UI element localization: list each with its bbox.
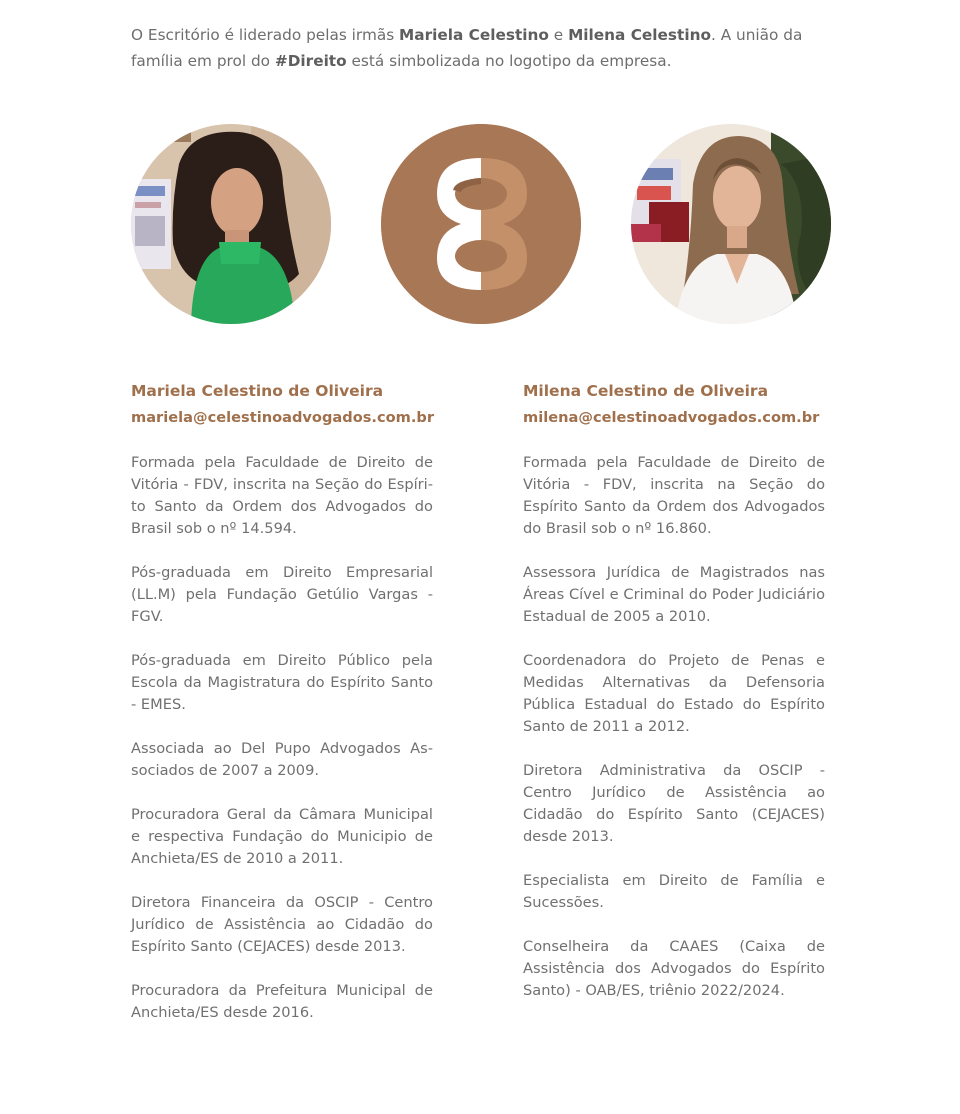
bio-paragraph: Pós-graduada em Direito Público pela Escola da Magistratura do Espírito Santo - EMES. xyxy=(131,652,433,713)
intro-text xyxy=(131,22,831,74)
bio-paragraph: Coordenadora do Projeto de Penas e Medidas Alternativas da Defensoria Pública Estadual do Estado do Espírito Santo de 2011 a 2012. xyxy=(523,652,825,735)
milena-email-link[interactable]: milena@celestinoadvogados.com.br xyxy=(523,409,820,426)
intro-name-mariela: Mariela Celestino xyxy=(399,26,549,44)
bio-paragraph: Formada pela Faculdade de Direito de Vitória - FDV, inscrita na Seção do Espírito Santo da Ordem dos Advogados do Brasil sob o nº 14.594. xyxy=(131,454,433,537)
bio-paragraph: Diretora Administrativa da OSCIP - Centro Jurídico de Assistência ao Cidadão do Espírito Santo (CEJACES) desde 2013. xyxy=(523,762,825,845)
mariela-name: Mariela Celestino de Oliveira xyxy=(131,382,384,400)
bio-paragraph: Formada pela Faculdade de Direito de Vitória - FDV, inscrita na Seção do Espírito Santo da Ordem dos Advogados do Brasil sob o nº 16.860. xyxy=(523,454,825,537)
intro-segment: . A união da família em prol do xyxy=(131,26,803,70)
bio-paragraph: Associada ao Del Pupo Advogados Associados de 2007 a 2009. xyxy=(131,740,433,779)
milena-bio xyxy=(523,378,825,1024)
mariela-email-link[interactable]: mariela@celestinoadvogados.com.br xyxy=(131,409,435,426)
intro-hashtag: #Direito xyxy=(274,52,347,70)
intro-segment: O Escritório é liderado pelas irmãs xyxy=(131,26,400,44)
celestino-logo xyxy=(381,124,581,324)
woman-portrait-icon xyxy=(631,124,831,324)
mariela-photo xyxy=(131,124,331,324)
intro-segment: e xyxy=(548,26,569,44)
bio-paragraph: Conselheira da CAAES (Caixa de Assistência dos Advogados do Espírito Santo) - OAB/ES, triênio 2022/2024. xyxy=(523,938,825,999)
milena-name: Milena Celestino de Oliveira xyxy=(523,382,769,400)
bio-paragraph: Diretora Financeira da OSCIP - Centro Jurídico de Assistência ao Cidadão do Espírito Santo (CEJACES) desde 2013. xyxy=(131,894,433,955)
milena-photo xyxy=(631,124,831,324)
bio-paragraph: Procuradora Geral da Câmara Municipal e respectiva Fundação do Municipio de Anchieta/ES de 2010 a 2011. xyxy=(131,806,433,867)
mariela-bio xyxy=(131,378,433,1046)
bio-paragraph: Procuradora da Prefeitura Municipal de Anchieta/ES desde 2016. xyxy=(131,982,433,1021)
bio-paragraph: Assessora Jurídica de Magistrados nas Áreas Cível e Criminal do Poder Judiciário Estadual de 2005 a 2010. xyxy=(523,564,825,625)
intro-segment: está simbolizada no logotipo da empresa. xyxy=(346,52,672,70)
bio-paragraph: Pós-graduada em Direito Empresarial (LL.M) pela Fundação Getúlio Vargas - FGV. xyxy=(131,564,433,625)
woman-portrait-icon xyxy=(131,124,331,324)
intro-name-milena: Milena Celestino xyxy=(568,26,711,44)
bio-paragraph: Especialista em Direito de Família e Sucessões. xyxy=(523,872,825,911)
celestino-s-logo-icon xyxy=(381,124,581,324)
